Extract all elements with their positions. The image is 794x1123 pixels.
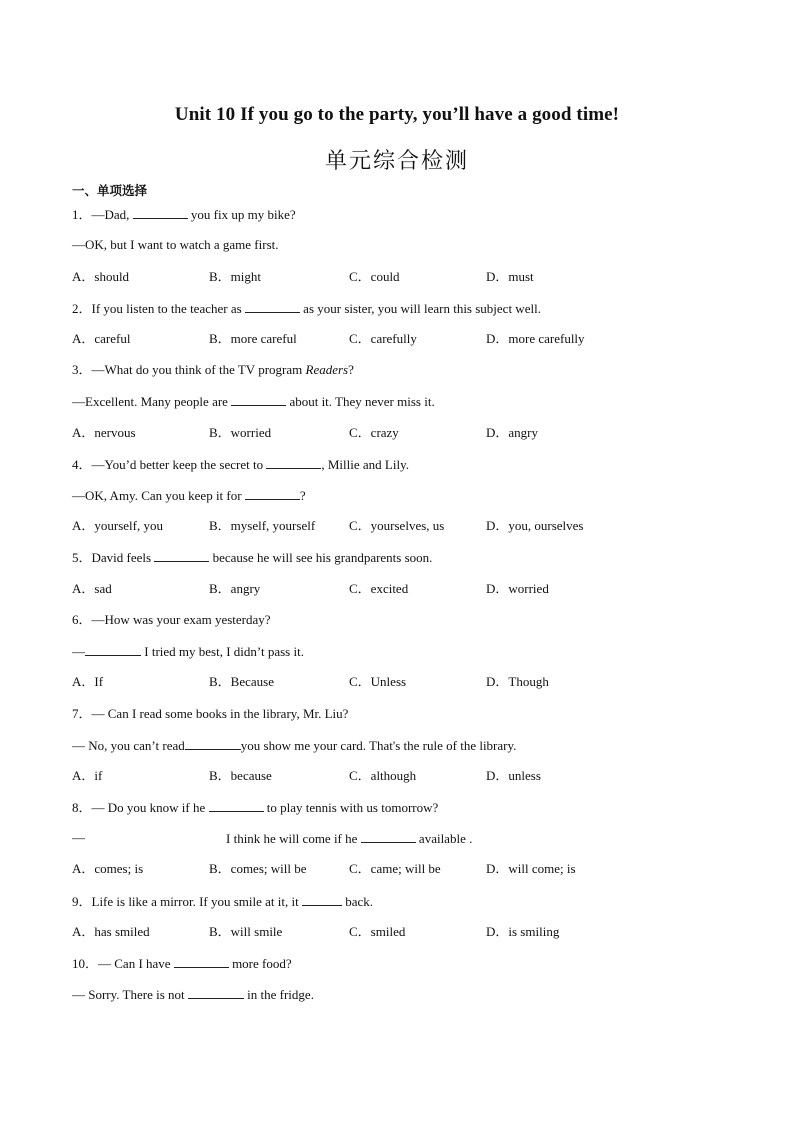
page-subtitle: 单元综合检测 (324, 149, 469, 174)
question-7-stem: 7．— Can I read some books in the library, Mr. Liu? (72, 706, 349, 721)
answer-blank (133, 206, 188, 219)
question-3-stem: 3．—What do you think of the TV program Readers? (72, 362, 354, 377)
question-7-option-c: C．although (349, 768, 417, 783)
question-1-option-d: D．must (486, 269, 534, 284)
question-8-dialogue-dash: — (72, 830, 85, 845)
question-3-option-a: A．nervous (72, 425, 136, 440)
answer-blank (154, 549, 209, 562)
question-10-stem: 10．— Can I have more food? (72, 956, 292, 971)
question-1-dialogue: —OK, but I want to watch a game first. (72, 237, 279, 252)
question-7-option-a: A．if (72, 768, 103, 783)
question-4-option-a: A．yourself, you (72, 518, 163, 533)
question-5-option-b: B．angry (209, 581, 261, 596)
question-7-dialogue: — No, you can’t read you show me your card. That's the rule of the library. (72, 738, 517, 753)
question-9-option-d: D．is smiling (486, 924, 560, 939)
question-10-dialogue: — Sorry. There is not in the fridge. (72, 987, 314, 1002)
answer-blank (266, 456, 321, 469)
question-2-option-a: A．careful (72, 331, 131, 346)
question-3-dialogue: —Excellent. Many people are about it. They never miss it. (72, 394, 435, 409)
question-8-stem: 8．— Do you know if he to play tennis with us tomorrow? (72, 800, 439, 815)
question-6-stem: 6．—How was your exam yesterday? (72, 612, 271, 627)
question-4-option-d: D．you, ourselves (486, 518, 584, 533)
question-9-option-b: B．will smile (209, 924, 283, 939)
answer-blank (85, 643, 141, 656)
question-6-option-d: D．Though (486, 674, 549, 689)
question-3-option-b: B．worried (209, 425, 272, 440)
question-4-stem: 4．—You’d better keep the secret to , Millie and Lily. (72, 457, 409, 472)
question-4-dialogue: —OK, Amy. Can you keep it for ? (72, 488, 306, 503)
question-6-dialogue: — I tried my best, I didn’t pass it. (72, 644, 304, 659)
question-1-option-b: B．might (209, 269, 262, 284)
question-1-stem: 1．—Dad, you fix up my bike? (72, 207, 296, 222)
question-2-option-c: C．carefully (349, 331, 417, 346)
question-3-option-c: C．crazy (349, 425, 399, 440)
question-5-stem: 5．David feels because he will see his grandparents soon. (72, 550, 433, 565)
question-9-option-c: C．smiled (349, 924, 406, 939)
answer-blank (209, 799, 264, 812)
question-8-option-d: D．will come; is (486, 861, 576, 876)
question-7-option-d: D．unless (486, 768, 541, 783)
answer-blank (302, 893, 342, 906)
question-6-option-c: C．Unless (349, 674, 407, 689)
answer-blank (361, 830, 416, 843)
question-8-dialogue: I think he will come if he available . (226, 831, 473, 846)
question-8-option-c: C．came; will be (349, 861, 441, 876)
question-7-option-b: B．because (209, 768, 272, 783)
question-5-option-d: D．worried (486, 581, 549, 596)
answer-blank (185, 737, 241, 750)
question-2-stem: 2．If you listen to the teacher as as your sister, you will learn this subject well. (72, 301, 541, 316)
question-6-option-b: B．Because (209, 674, 274, 689)
section-heading: 一、单项选择 (72, 183, 148, 198)
answer-blank (188, 986, 244, 999)
question-8-option-b: B．comes; will be (209, 861, 307, 876)
question-1-option-c: C．could (349, 269, 400, 284)
question-4-option-b: B．myself, yourself (209, 518, 316, 533)
page-title: Unit 10 If you go to the party, you’ll have a good time! (174, 104, 620, 125)
answer-blank (245, 300, 300, 313)
question-1-option-a: A．should (72, 269, 130, 284)
question-9-option-a: A．has smiled (72, 924, 150, 939)
answer-blank (174, 955, 229, 968)
question-4-option-c: C．yourselves, us (349, 518, 445, 533)
question-2-option-b: B．more careful (209, 331, 297, 346)
question-6-option-a: A．If (72, 674, 104, 689)
answer-blank (231, 393, 286, 406)
question-5-option-a: A．sad (72, 581, 112, 596)
question-5-option-c: C．excited (349, 581, 409, 596)
question-9-stem: 9．Life is like a mirror. If you smile at it, it back. (72, 894, 374, 909)
question-2-option-d: D．more carefully (486, 331, 585, 346)
answer-blank (245, 487, 300, 500)
question-8-option-a: A．comes; is (72, 861, 144, 876)
question-3-option-d: D．angry (486, 425, 538, 440)
